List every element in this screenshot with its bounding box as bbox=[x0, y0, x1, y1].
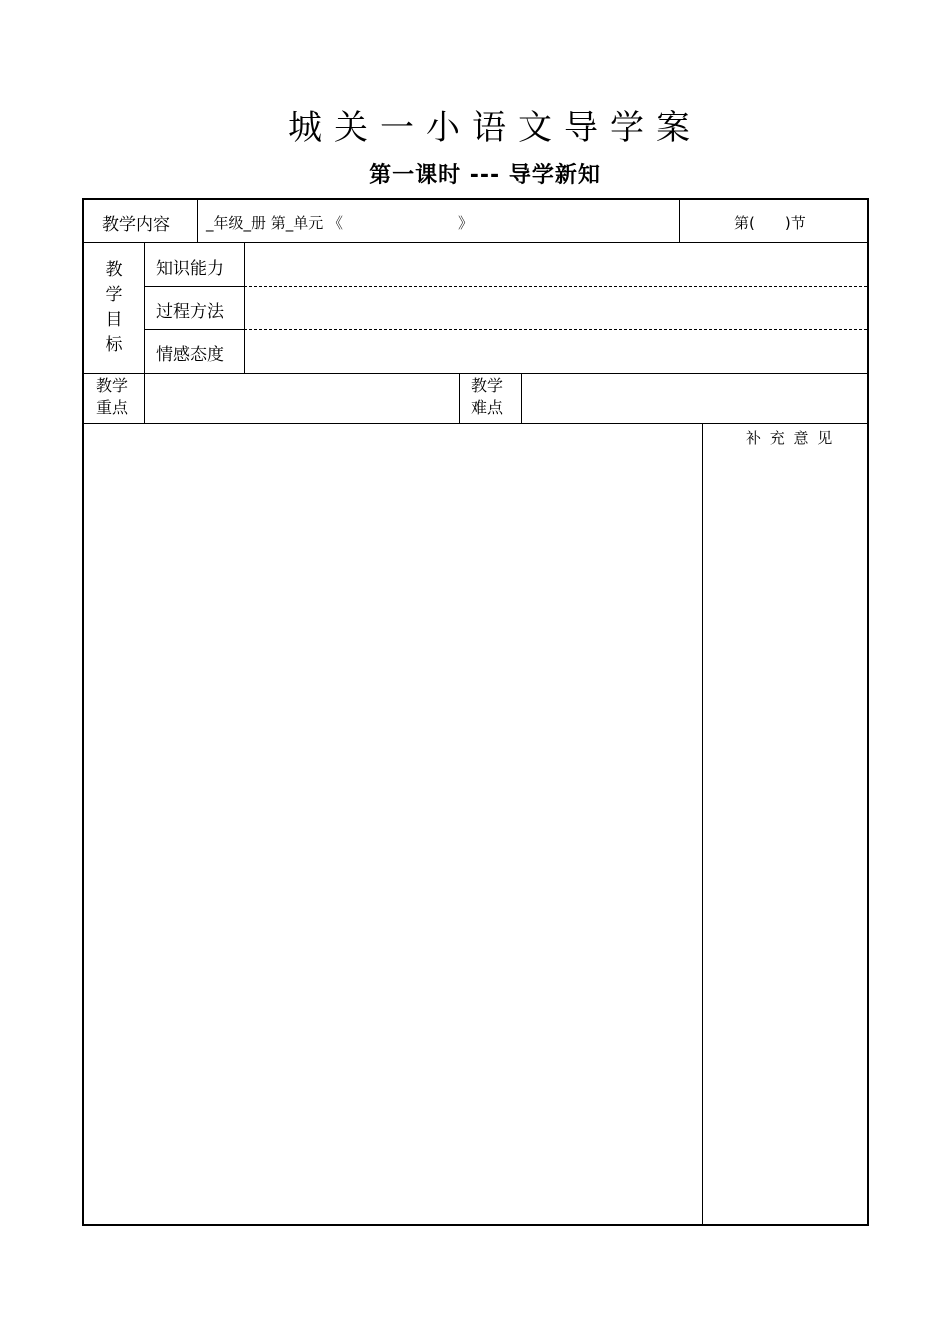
section-number[interactable]: 第( )节 bbox=[734, 214, 806, 232]
row-divider bbox=[144, 286, 244, 287]
col-divider bbox=[679, 200, 680, 242]
goal-knowledge-label: 知识能力 bbox=[156, 259, 224, 279]
row-divider bbox=[84, 423, 867, 424]
col-divider bbox=[144, 242, 145, 423]
goal-process-label: 过程方法 bbox=[156, 302, 224, 322]
goal-dashed-line bbox=[244, 329, 867, 330]
content-label: 教学内容 bbox=[102, 215, 170, 235]
key-point-label: 教学 重点 bbox=[96, 376, 129, 417]
col-divider bbox=[702, 423, 703, 1224]
goals-label: 教 学 目 标 bbox=[105, 260, 123, 355]
content-value[interactable]: _年级_册 第_单元 《 bbox=[206, 214, 344, 232]
lesson-plan-table bbox=[82, 198, 869, 1226]
row-divider bbox=[84, 242, 867, 243]
page-title: 城关一小语文导学案 bbox=[288, 108, 702, 148]
content-close: 》 bbox=[458, 214, 474, 232]
notes-label: 补 充 意 见 bbox=[746, 429, 835, 447]
col-divider bbox=[459, 373, 460, 423]
page-subtitle: 第一课时 --- 导学新知 bbox=[369, 163, 601, 188]
goal-dashed-line bbox=[244, 286, 867, 287]
row-divider bbox=[84, 373, 867, 374]
col-divider bbox=[521, 373, 522, 423]
row-divider bbox=[144, 329, 244, 330]
col-divider bbox=[244, 242, 245, 373]
difficulty-label: 教学 难点 bbox=[471, 376, 504, 417]
col-divider bbox=[197, 200, 198, 242]
goal-attitude-label: 情感态度 bbox=[156, 345, 224, 365]
